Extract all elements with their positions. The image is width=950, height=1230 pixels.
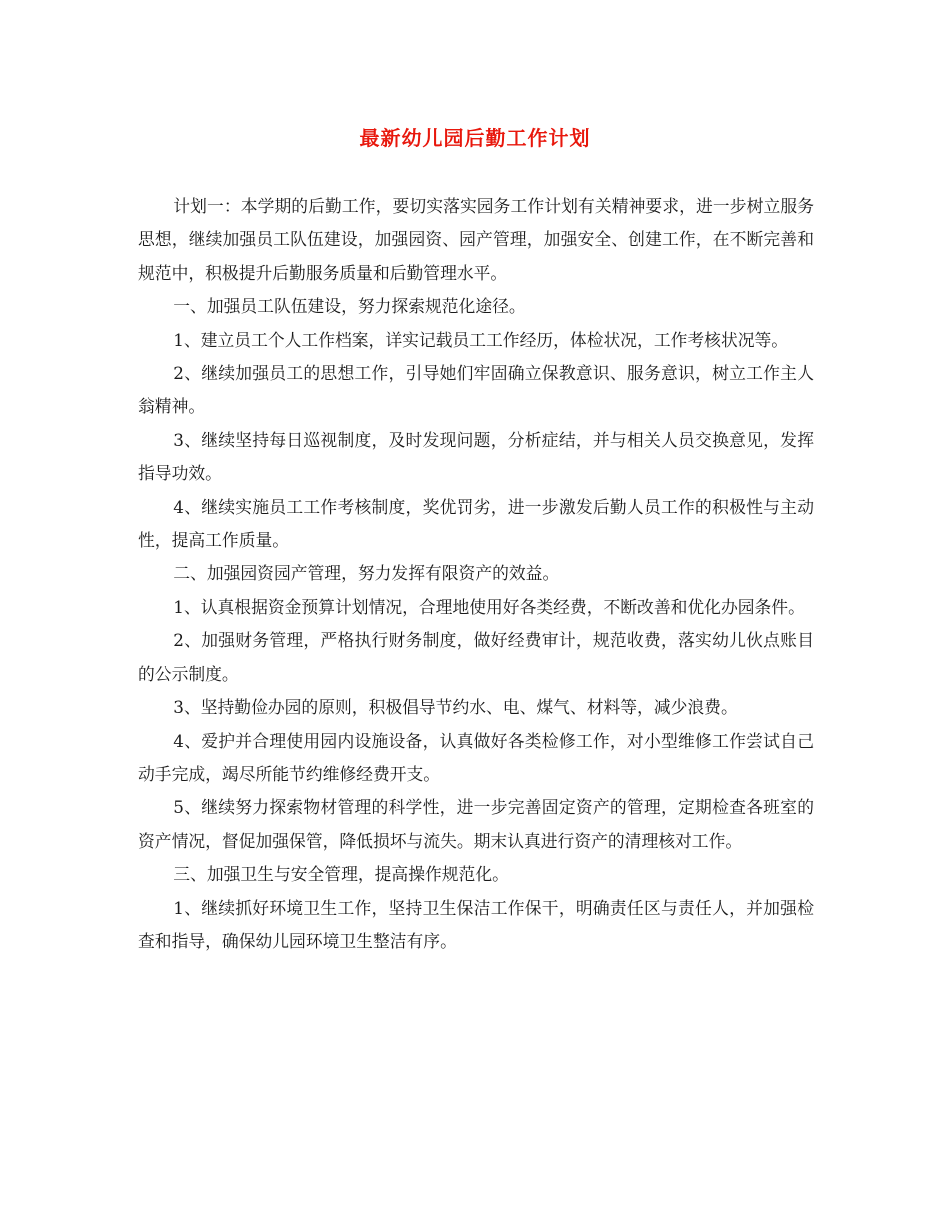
section-heading-2: 二、加强园资园产管理，努力发挥有限资产的效益。	[173, 563, 560, 584]
document-body	[138, 190, 814, 958]
paragraph-1-1: 1、建立员工个人工作档案，详实记载员工工作经历，体检状况，工作考核状况等。	[173, 329, 789, 350]
paragraph-1-3: 3、继续坚持每日巡视制度，及时发现问题，分析症结，并与相关人员交换意见，发挥指导功效。	[138, 429, 814, 484]
section-heading-1: 一、加强员工队伍建设，努力探索规范化途径。	[173, 296, 526, 317]
paragraph-2-5: 5、继续努力探索物材管理的科学性，进一步完善固定资产的管理，定期检查各班室的资产情况，督促加强保管，降低损坏与流失。期末认真进行资产的清理核对工作。	[138, 797, 814, 851]
paragraph-intro: 计划一：本学期的后勤工作，要切实落实园务工作计划有关精神要求，进一步树立服务思想，继续加强员工队伍建设，加强园资、园产管理，加强安全、创建工作，在不断完善和规范中，积极提升后勤服务质量和后勤管理水平。	[138, 196, 814, 283]
paragraph-2-1: 1、认真根据资金预算计划情况，合理地使用好各类经费，不断改善和优化办园条件。	[173, 596, 805, 617]
section-heading-3: 三、加强卫生与安全管理，提高操作规范化。	[173, 864, 509, 885]
paragraph-2-2: 2、加强财务管理，严格执行财务制度，做好经费审计，规范收费，落实幼儿伙点账目的公示制度。	[138, 630, 814, 684]
paragraph-2-3: 3、坚持勤俭办园的原则，积极倡导节约水、电、煤气、材料等，减少浪费。	[173, 697, 738, 718]
paragraph-1-2: 2、继续加强员工的思想工作，引导她们牢固确立保教意识、服务意识，树立工作主人翁精神。	[138, 363, 814, 417]
paragraph-3-1: 1、继续抓好环境卫生工作，坚持卫生保洁工作保干，明确责任区与责任人，并加强检查和指导，确保幼儿园环境卫生整洁有序。	[138, 897, 814, 951]
document-title: 最新幼儿园后勤工作计划	[359, 126, 591, 150]
paragraph-1-4: 4、继续实施员工工作考核制度，奖优罚劣，进一步激发后勤人员工作的积极性与主动性，提高工作质量。	[138, 496, 814, 551]
paragraph-2-4: 4、爱护并合理使用园内设施设备，认真做好各类检修工作，对小型维修工作尝试自己动手完成，竭尽所能节约维修经费开支。	[138, 730, 814, 784]
